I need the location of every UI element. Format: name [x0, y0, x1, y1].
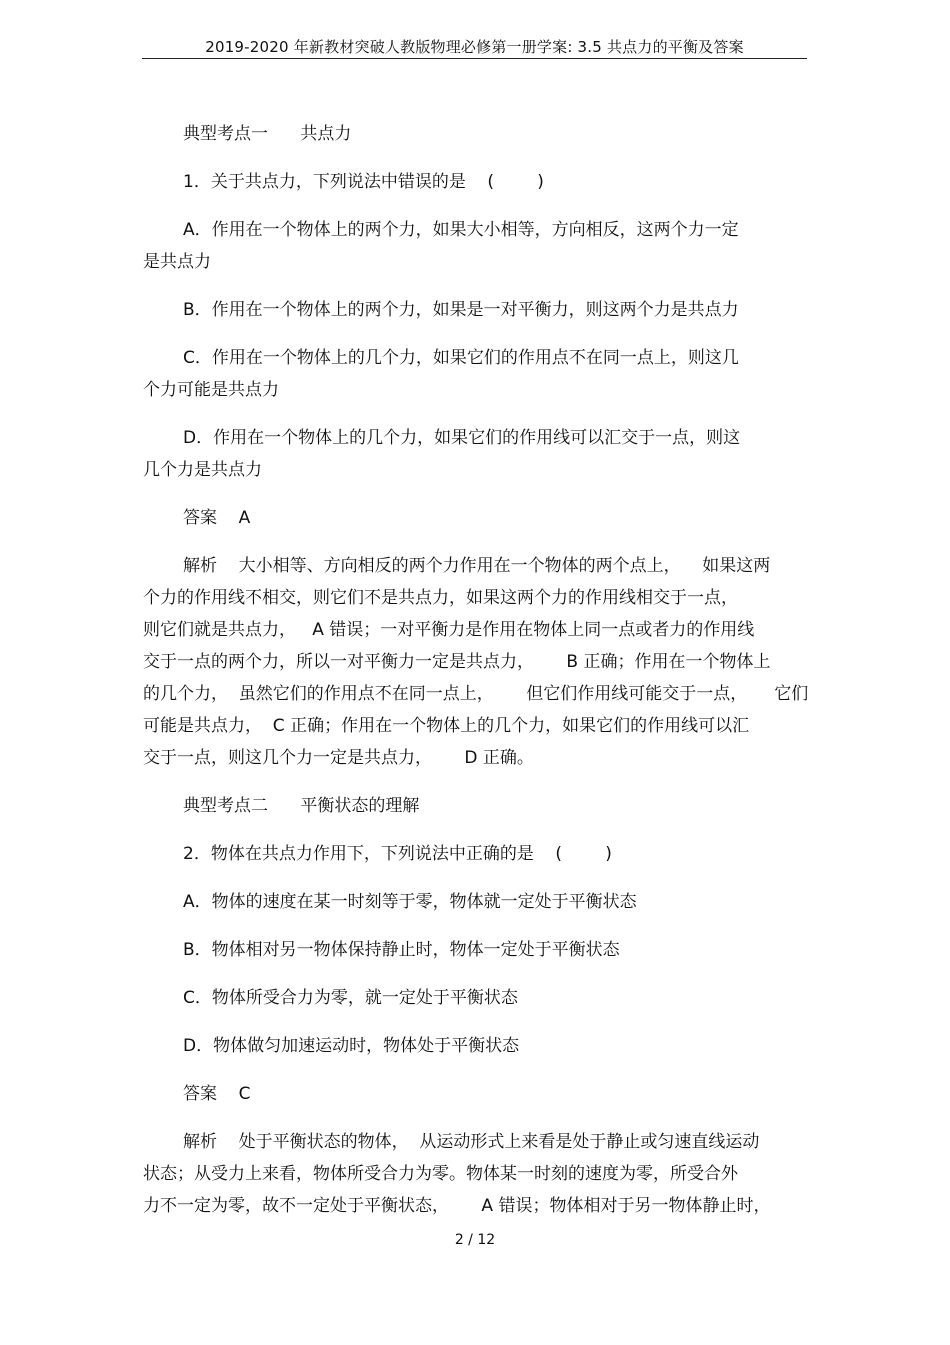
text-line: 的几个力， 虽然它们的作用点不在同一点上， 但它们作用线可能交于一点， 它们 [143, 684, 809, 704]
paragraph [143, 982, 808, 1014]
text-line: 个力的作用线不相交，则它们不是共点力，如果这两个力的作用线相交于一点， [143, 588, 738, 608]
paragraph [143, 118, 808, 150]
paragraph [143, 342, 808, 406]
paragraph [143, 934, 808, 966]
text-line: 可能是共点力， C 正确；作用在一个物体上的几个力，如果它们的作用线可以汇 [143, 716, 750, 736]
paragraph [143, 166, 808, 198]
text-line: 交于一点的两个力，所以一对平衡力一定是共点力， B 正确；作用在一个物体上 [143, 652, 771, 672]
text-line: A．作用在一个物体上的两个力，如果大小相等，方向相反，这两个力一定 [183, 220, 739, 240]
paragraph [143, 790, 808, 822]
text-line: 2．物体在共点力作用下，下列说法中正确的是 ( ) [183, 844, 612, 864]
document-body [143, 118, 808, 1222]
text-line: B．作用在一个物体上的两个力，如果是一对平衡力，则这两个力是共点力 [183, 300, 739, 320]
paragraph [143, 422, 808, 486]
document-header: 2019-2020 年新教材突破人教版物理必修第一册学案: 3.5 共点力的平衡及答案 [205, 38, 744, 56]
paragraph [143, 294, 808, 326]
text-line: D．作用在一个物体上的几个力，如果它们的作用线可以汇交于一点，则这 [183, 428, 741, 448]
text-line: A．物体的速度在某一时刻等于零，物体就一定处于平衡状态 [183, 892, 637, 912]
paragraph [143, 1126, 808, 1222]
page-number: 2 / 12 [454, 1232, 496, 1248]
paragraph [143, 886, 808, 918]
text-line: 则它们就是共点力， A 错误；一对平衡力是作用在物体上同一点或者力的作用线 [143, 620, 755, 640]
text-line: 典型考点一 共点力 [183, 124, 352, 144]
text-line: 几个力是共点力 [143, 460, 262, 480]
paragraph [143, 550, 808, 774]
text-line: 状态；从受力上来看，物体所受合力为零。物体某一时刻的速度为零，所受合外 [143, 1164, 738, 1184]
text-line: 1．关于共点力，下列说法中错误的是 ( ) [183, 172, 544, 192]
text-line: C．物体所受合力为零，就一定处于平衡状态 [183, 988, 518, 1008]
paragraph [143, 502, 808, 534]
text-line: 解析 处于平衡状态的物体， 从运动形式上来看是处于静止或匀速直线运动 [183, 1132, 760, 1152]
paragraph [143, 214, 808, 278]
header-divider [142, 58, 807, 59]
paragraph [143, 1030, 808, 1062]
text-line: 力不一定为零，故不一定处于平衡状态， A 错误；物体相对于另一物体静止时， [143, 1196, 771, 1216]
text-line: 答案 A [183, 508, 251, 528]
text-line: D．物体做匀加速运动时，物体处于平衡状态 [183, 1036, 520, 1056]
text-line: 典型考点二 平衡状态的理解 [183, 796, 420, 816]
paragraph [143, 838, 808, 870]
text-line: B．物体相对另一物体保持静止时，物体一定处于平衡状态 [183, 940, 620, 960]
text-line: 个力可能是共点力 [143, 380, 279, 400]
text-line: 解析 大小相等、方向相反的两个力作用在一个物体的两个点上， 如果这两 [183, 556, 771, 576]
text-line: 答案 C [183, 1084, 251, 1104]
text-line: 交于一点，则这几个力一定是共点力， D 正确。 [143, 748, 534, 768]
paragraph [143, 1078, 808, 1110]
text-line: 是共点力 [143, 252, 211, 272]
text-line: C．作用在一个物体上的几个力，如果它们的作用点不在同一点上，则这几 [183, 348, 739, 368]
